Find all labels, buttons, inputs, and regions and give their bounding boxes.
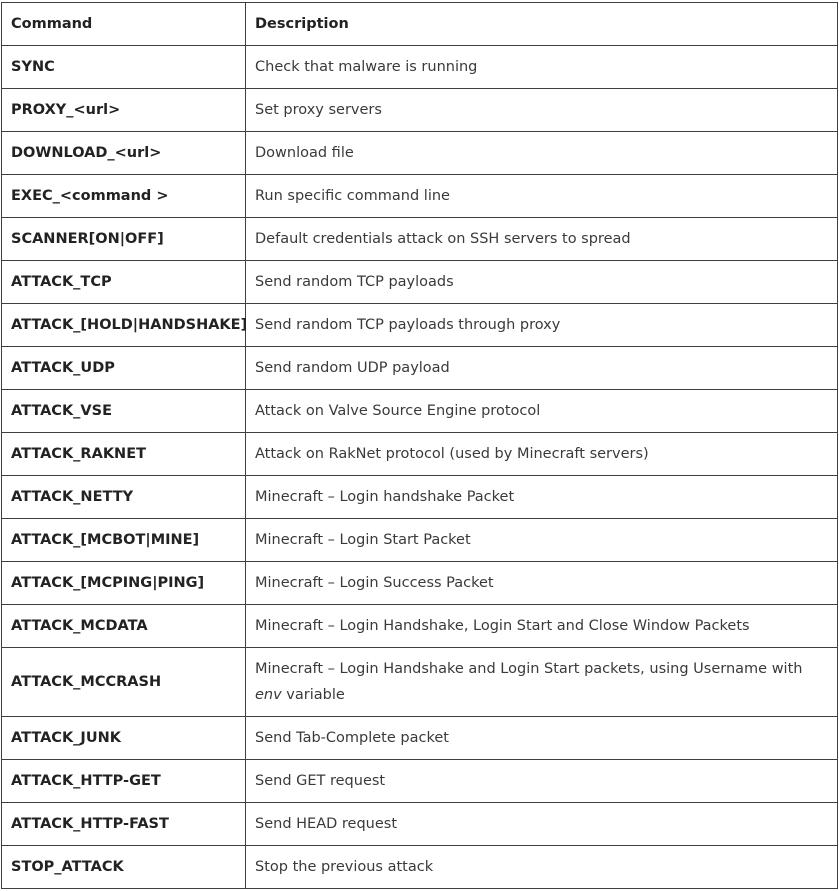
- command-cell: ATTACK_MCCRASH: [2, 648, 246, 717]
- table-row: [2, 304, 838, 347]
- description-emphasis: env: [255, 687, 282, 703]
- command-cell: ATTACK_HTTP-GET: [2, 760, 246, 803]
- description-cell: Send random TCP payloads: [246, 261, 838, 304]
- description-cell: [246, 648, 838, 717]
- command-cell: ATTACK_JUNK: [2, 717, 246, 760]
- description-cell: Send random TCP payloads through proxy: [246, 304, 838, 347]
- table-row: [2, 218, 838, 261]
- description-cell: Send random UDP payload: [246, 347, 838, 390]
- table-row: [2, 46, 838, 89]
- table-row: [2, 803, 838, 846]
- description-text: variable: [281, 687, 345, 703]
- table-row: [2, 433, 838, 476]
- table-row: [2, 717, 838, 760]
- command-table-container: [1, 2, 837, 889]
- command-cell: PROXY_<url>: [2, 89, 246, 132]
- table-row: [2, 175, 838, 218]
- table-row: [2, 261, 838, 304]
- table-row: [2, 846, 838, 889]
- table-row: [2, 605, 838, 648]
- table-row: [2, 132, 838, 175]
- description-cell: Check that malware is running: [246, 46, 838, 89]
- command-cell: EXEC_<command >: [2, 175, 246, 218]
- command-cell: ATTACK_[MCPING|PING]: [2, 562, 246, 605]
- table-row: [2, 476, 838, 519]
- description-text: Minecraft – Login Handshake and Login Start packets, using Username with: [255, 661, 803, 677]
- command-cell: ATTACK_NETTY: [2, 476, 246, 519]
- description-cell: Download file: [246, 132, 838, 175]
- description-cell: Set proxy servers: [246, 89, 838, 132]
- description-cell: Run specific command line: [246, 175, 838, 218]
- description-cell: Minecraft – Login Success Packet: [246, 562, 838, 605]
- description-cell: Minecraft – Login Start Packet: [246, 519, 838, 562]
- table-header-row: [2, 3, 838, 46]
- command-cell: DOWNLOAD_<url>: [2, 132, 246, 175]
- description-cell: Stop the previous attack: [246, 846, 838, 889]
- description-cell: Attack on RakNet protocol (used by Minecraft servers): [246, 433, 838, 476]
- description-cell: Send GET request: [246, 760, 838, 803]
- table-row: [2, 89, 838, 132]
- command-cell: SYNC: [2, 46, 246, 89]
- header-command: Command: [2, 3, 246, 46]
- description-cell: Minecraft – Login Handshake, Login Start and Close Window Packets: [246, 605, 838, 648]
- command-cell: ATTACK_VSE: [2, 390, 246, 433]
- command-cell: SCANNER[ON|OFF]: [2, 218, 246, 261]
- description-cell: Minecraft – Login handshake Packet: [246, 476, 838, 519]
- table-row: [2, 347, 838, 390]
- table-row: [2, 648, 838, 717]
- table-row: [2, 562, 838, 605]
- command-cell: ATTACK_[MCBOT|MINE]: [2, 519, 246, 562]
- command-table: [1, 2, 838, 889]
- command-cell: ATTACK_[HOLD|HANDSHAKE]: [2, 304, 246, 347]
- command-cell: ATTACK_MCDATA: [2, 605, 246, 648]
- description-cell: Send Tab-Complete packet: [246, 717, 838, 760]
- description-cell: Default credentials attack on SSH servers to spread: [246, 218, 838, 261]
- command-cell: ATTACK_UDP: [2, 347, 246, 390]
- command-cell: ATTACK_RAKNET: [2, 433, 246, 476]
- table-row: [2, 519, 838, 562]
- description-cell: Send HEAD request: [246, 803, 838, 846]
- command-cell: ATTACK_HTTP-FAST: [2, 803, 246, 846]
- command-cell: ATTACK_TCP: [2, 261, 246, 304]
- table-row: [2, 760, 838, 803]
- command-cell: STOP_ATTACK: [2, 846, 246, 889]
- header-description: Description: [246, 3, 838, 46]
- description-cell: Attack on Valve Source Engine protocol: [246, 390, 838, 433]
- table-row: [2, 390, 838, 433]
